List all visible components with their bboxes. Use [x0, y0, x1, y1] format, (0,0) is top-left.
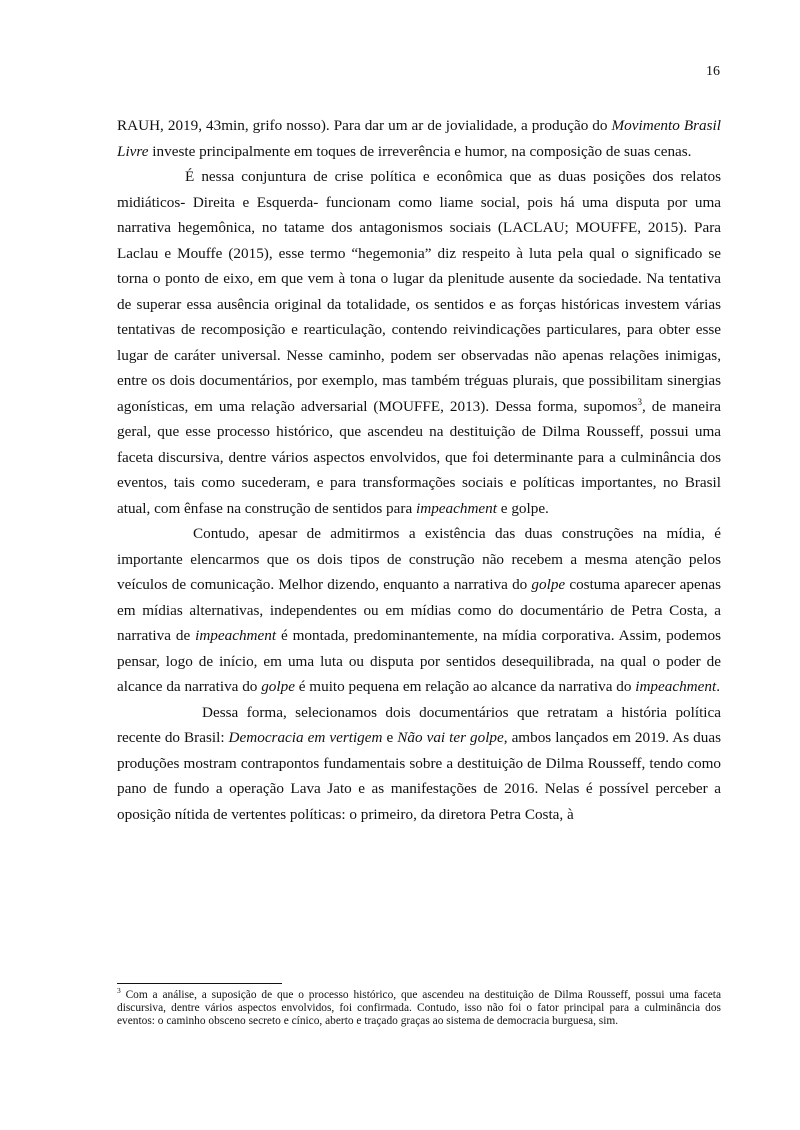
footnote-text: Com a análise, a suposição de que o processo histórico, que ascendeu na destituição de Dilma Rousseff, possui uma faceta discursiva, dentre vários aspectos envolvidos, foi confirmada. Contudo, isso não foi o fator principal para a culminância dos eventos: o caminho obsceno secreto e cínico, aberto e traçado graças ao sistema de democracia burguesa, sim. [117, 989, 721, 1028]
emphasis-nao-vai-ter-golpe: Não vai ter golpe [397, 729, 504, 746]
paragraph-3: Contudo, apesar de admitirmos a existência das duas construções na mídia, é importante elencarmos que os dois tipos de construção não recebem a mesma atenção pelos veículos de comunicação. Melhor dizendo, enquanto a narrativa do golpe costuma aparecer apenas em mídias alternativas, independentes ou em mídias como do documentário de Petra Costa, a narrativa de impeachment é montada, predominantemente, na mídia corporativa. Assim, podemos pensar, logo de início, em uma luta ou disputa por sentidos desequilibrada, na qual o poder de alcance da narrativa do golpe é muito pequena em relação ao alcance da narrativa do impeachment. [117, 525, 721, 695]
emphasis-movimento-brasil-livre: Movimento Brasil Livre [117, 117, 721, 160]
emphasis-impeachment: impeachment [416, 499, 497, 517]
footnote-marker: 3 [117, 986, 121, 996]
paragraph-1: RAUH, 2019, 43min, grifo nosso). Para dar um ar de jovialidade, a produção do Movimento Brasil Livre investe principalmente em toques de irreverência e humor, na composição de suas cenas. [117, 117, 721, 160]
page-number: 16 [706, 64, 720, 79]
paragraph-4: Dessa forma, selecionamos dois documentários que retratam a história política recente do Brasil: Democracia em vertigem e Não vai ter golpe, ambos lançados em 2019. As duas produções mostram contrapontos fundamentais sobre a destituição de Dilma Rousseff, tendo como pano de fundo a operação Lava Jato e as manifestações de 2016. Nelas é possível perceber a oposição nítida de vertentes políticas: o primeiro, da diretora Petra Costa, à [117, 703, 721, 823]
emphasis-democracia-em-vertigem: Democracia em vertigem [228, 729, 383, 746]
footnote-divider [117, 983, 282, 984]
emphasis-golpe: golpe [531, 576, 566, 593]
emphasis-golpe: golpe [261, 678, 295, 695]
paragraph-2: É nessa conjuntura de crise política e econômica que as duas posições dos relatos midiáticos- Direita e Esquerda- funcionam como liame social, pois há uma disputa por uma narrativa hegemônica, no tatame dos antagonismos sociais (LACLAU; MOUFFE, 2015). Para Laclau e Mouffe (2015), esse termo “hegemonia” diz respeito à luta pela qual o significado se torna o ponto de eixo, em que vem à tona o lugar da plenitude ausente da sociedade. Na tentativa de superar essa ausência original da totalidade, os sentidos e as forças históricas investem várias tentativas de recomposição e rearticulação, contendo reivindicações particulares, para obter esse lugar de caráter universal. Nesse caminho, podem ser observadas não apenas relações inimigas, entre os dois documentários, por exemplo, mas também tréguas plurais, que possibilitam sinergias agonísticas, em uma relação adversarial (MOUFFE, 2013). Dessa forma, supomos$^3$, de maneira geral, que esse processo histórico, que ascendeu na destituição de Dilma Rousseff, possui uma faceta discursiva, dentre vários aspectos envolvidos, que foi determinante para a culminância dos eventos, tais como sucederam, e para transformações sociais e políticas importantes, no Brasil atual, com ênfase na construção de sentidos para impeachment e golpe. [117, 168, 722, 517]
body-text [117, 113, 721, 827]
footnote-reference: 3 [637, 396, 642, 407]
footnote [117, 986, 721, 1029]
emphasis-impeachment: impeachment [635, 678, 717, 695]
emphasis-impeachment: impeachment [195, 627, 277, 644]
